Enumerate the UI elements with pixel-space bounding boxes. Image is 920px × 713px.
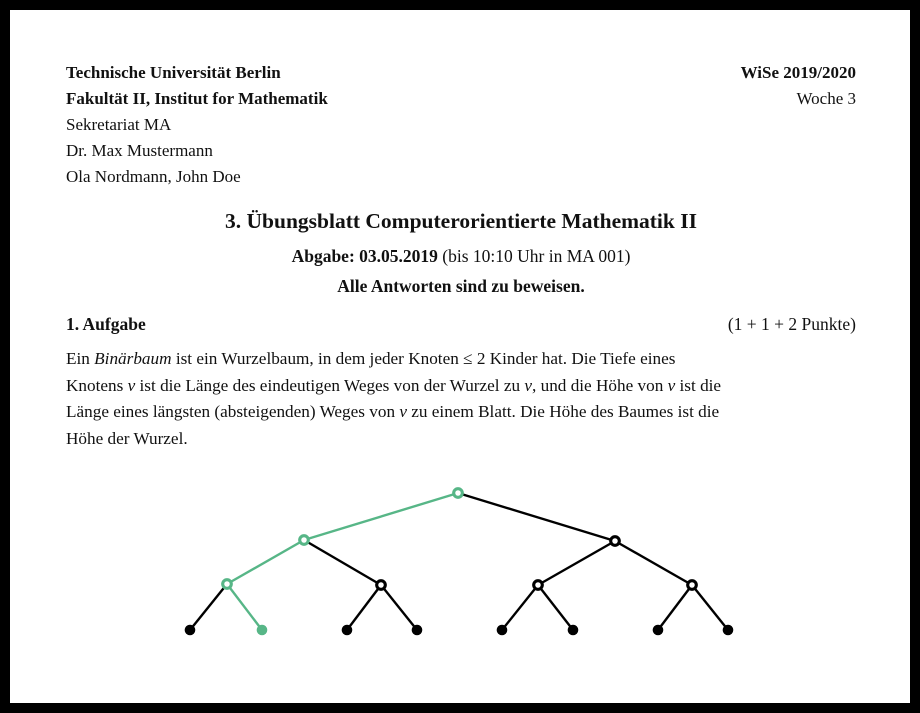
faculty-name: Fakultät II, Institut for Mathematik — [66, 89, 328, 108]
italic-variable: v — [399, 402, 407, 421]
tree-node-internal — [534, 581, 543, 590]
text-segment: Knotens — [66, 375, 128, 395]
tree-node-leaf — [497, 625, 508, 636]
secretariat-line: Sekretariat MA — [66, 115, 172, 134]
tree-edge — [227, 540, 304, 584]
tree-edge — [458, 493, 615, 541]
text-segment: ist ein Wurzelbaum, in dem jeder Knoten ≤ 2 Kinder hat. Die Tiefe eines — [171, 349, 676, 368]
tree-node-leaf — [342, 625, 353, 636]
due-date: Abgabe: 03.05.2019 — [291, 246, 438, 266]
task-heading: 1. Aufgabe — [66, 314, 146, 334]
text-segment: ist die — [675, 375, 722, 395]
assistants-line: Ola Nordmann, John Doe — [66, 167, 241, 186]
paragraph-line-4: Höhe der Wurzel. — [66, 428, 188, 448]
tree-node-internal — [688, 581, 697, 590]
tree-node-leaf — [653, 625, 664, 636]
due-details: (bis 10:10 Uhr in MA 001) — [437, 246, 631, 266]
tree-node-leaf — [723, 625, 734, 636]
tree-node-internal — [377, 581, 386, 590]
tree-edge — [538, 585, 573, 630]
italic-term: Binärbaum — [94, 349, 172, 368]
text-segment: zu einem Blatt. Die Höhe des Baumes ist die — [406, 402, 720, 421]
tree-edge — [538, 541, 615, 585]
semester-label: WiSe 2019/2020 — [740, 63, 856, 82]
tree-edge — [347, 585, 381, 630]
italic-variable: v — [667, 375, 676, 395]
tree-node-leaf — [257, 625, 268, 636]
tree-node-leaf — [412, 625, 423, 636]
week-label: Woche 3 — [796, 89, 856, 108]
text-segment: , und die Höhe von — [532, 375, 668, 395]
tree-node-leaf — [568, 625, 579, 636]
tree-edge — [227, 584, 262, 630]
tree-edge — [692, 585, 728, 630]
lecturer-line: Dr. Max Mustermann — [66, 141, 213, 160]
text-segment: Länge eines längsten (absteigenden) Weges von — [66, 402, 400, 421]
tree-node-leaf — [185, 625, 196, 636]
tree-node-internal — [611, 537, 620, 546]
tree-edge — [304, 493, 458, 540]
tree-node-internal — [223, 580, 232, 589]
tree-edge — [502, 585, 538, 630]
proof-notice: Alle Antworten sind zu beweisen. — [337, 276, 585, 296]
tree-edge — [190, 584, 227, 630]
text-segment: Ein — [66, 349, 95, 368]
tree-edge — [658, 585, 692, 630]
tree-node-internal — [300, 536, 309, 545]
tree-edge — [381, 585, 417, 630]
task-points: (1 + 1 + 2 Punkte) — [727, 314, 856, 334]
text-segment: ist die Länge des eindeutigen Weges von der Wurzel zu — [135, 375, 525, 395]
italic-variable: v — [524, 375, 533, 395]
institution-name: Technische Universität Berlin — [66, 63, 281, 82]
italic-variable: v — [127, 375, 136, 395]
tree-edge — [615, 541, 692, 585]
tree-node-internal — [454, 489, 463, 498]
tree-edge — [304, 540, 381, 585]
sheet-title: 3. Übungsblatt Computerorientierte Mathematik II — [225, 209, 697, 233]
